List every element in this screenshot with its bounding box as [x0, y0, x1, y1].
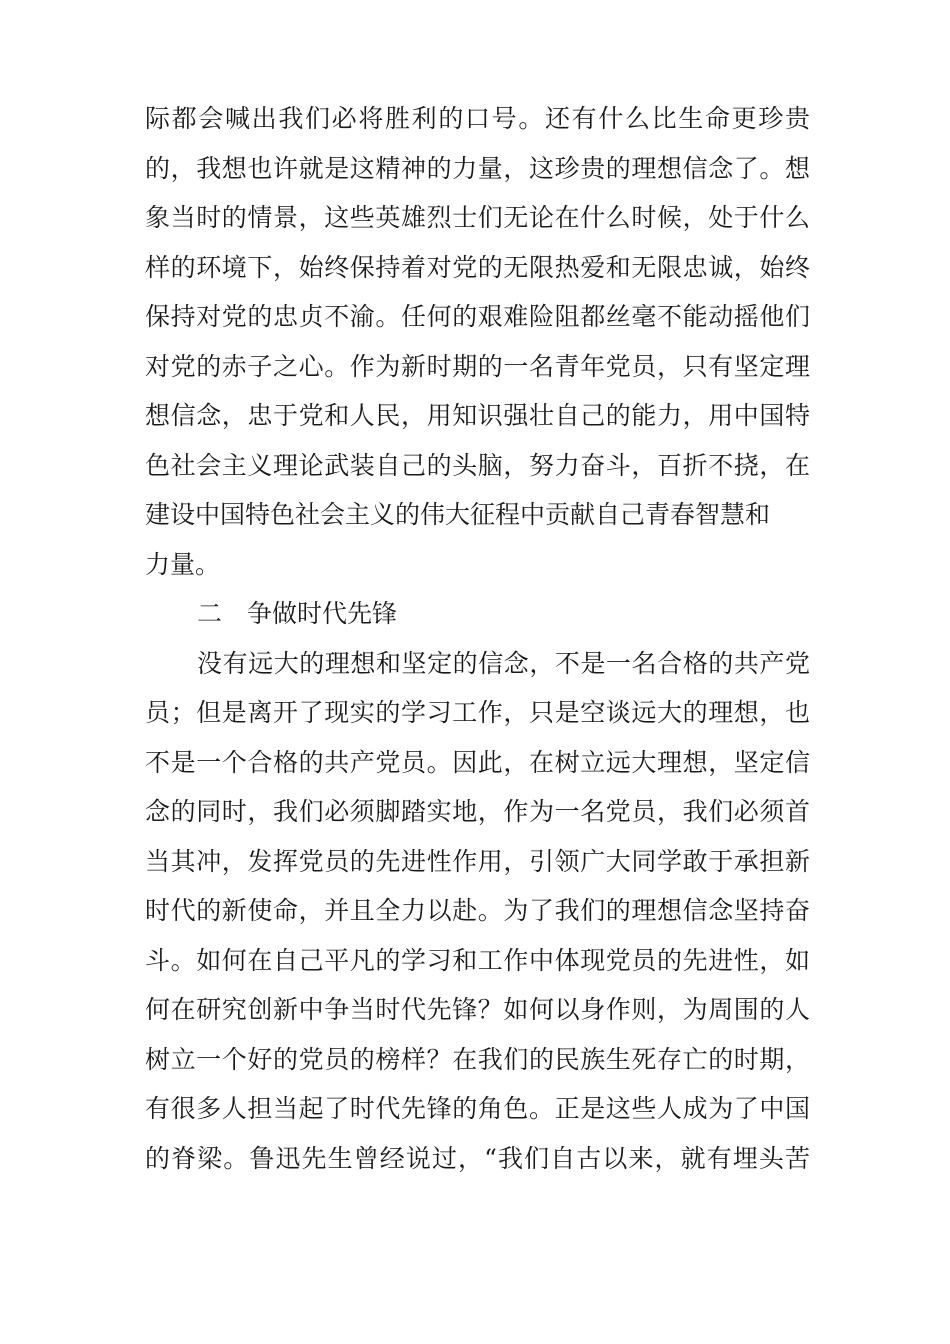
text-line: 想信念，忠于党和人民，用知识强壮自己的能力，用中国特 — [145, 401, 810, 430]
paragraph-2 — [145, 639, 810, 1184]
text-line: 当其冲，发挥党员的先进性作用，引领广大同学敢于承担新 — [145, 846, 810, 876]
text-line: 力量。 — [145, 549, 221, 579]
text-line: 斗。如何在自己平凡的学习和工作中体现党员的先进性，如 — [145, 945, 810, 975]
text-line: 样的环境下，始终保持着对党的无限热爱和无限忠诚，始终 — [145, 252, 810, 282]
section-heading: 二 争做时代先锋 — [197, 599, 398, 628]
text-line: 没有远大的理想和坚定的信念，不是一名合格的共产党 — [197, 648, 810, 678]
text-line: 树立一个好的党员的榜样？在我们的民族生死存亡的时期， — [145, 1044, 810, 1074]
body-text — [145, 94, 810, 1183]
text-line: 色社会主义理论武装自己的头脑，努力奋斗，百折不挠，在 — [145, 450, 810, 480]
text-line: 何在研究创新中争当时代先锋？如何以身作则，为周围的人 — [145, 995, 810, 1024]
text-line: 际都会喊出我们必将胜利的口号。还有什么比生命更珍贵 — [145, 104, 810, 133]
text-line: 象当时的情景，这些英雄烈士们无论在什么时候，处于什么 — [145, 203, 810, 232]
text-line: 不是一个合格的共产党员。因此，在树立远大理想，坚定信 — [145, 747, 810, 777]
text-line: 念的同时，我们必须脚踏实地，作为一名党员，我们必须首 — [145, 797, 810, 826]
text-line: 时代的新使命，并且全力以赴。为了我们的理想信念坚持奋 — [145, 896, 810, 925]
text-line: 对党的赤子之心。作为新时期的一名青年党员，只有坚定理 — [145, 351, 810, 381]
text-line: 的，我想也许就是这精神的力量，这珍贵的理想信念了。想 — [145, 153, 810, 183]
text-line: 员；但是离开了现实的学习工作，只是空谈远大的理想，也 — [145, 698, 810, 727]
text-line: 有很多人担当起了时代先锋的角色。正是这些人成为了中国 — [145, 1094, 810, 1123]
paragraph-1 — [145, 94, 810, 589]
text-line: 的脊梁。鲁迅先生曾经说过，“我们自古以来，就有埋头苦 — [145, 1143, 810, 1173]
text-line: 保持对党的忠贞不渝。任何的艰难险阻都丝毫不能动摇他们 — [145, 302, 810, 331]
text-line: 建设中国特色社会主义的伟大征程中贡献自己青春智慧和 — [145, 500, 771, 529]
